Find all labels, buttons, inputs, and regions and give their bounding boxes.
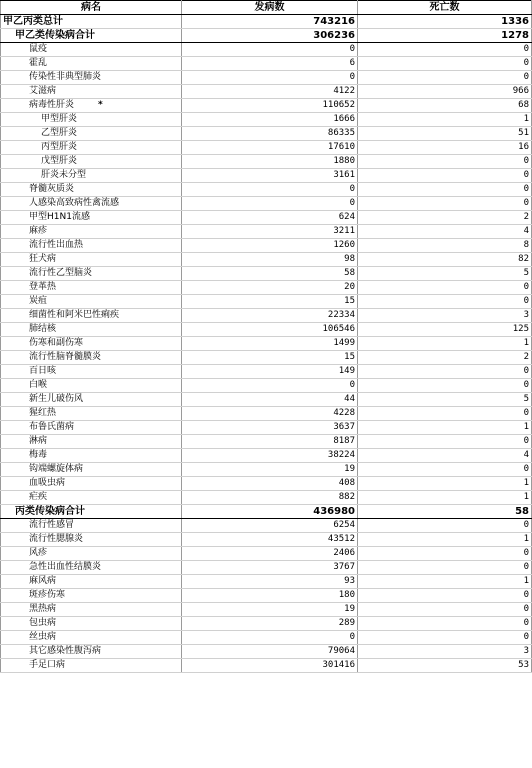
footnote-marker: *: [98, 100, 103, 110]
cases-cell: 743216: [182, 15, 358, 29]
disease-name-cell: [1, 603, 182, 617]
table-row: [1, 379, 532, 393]
deaths-cell: 0: [358, 631, 532, 645]
disease-name: 伤寒和副伤寒: [29, 338, 84, 348]
deaths-cell: 1: [358, 337, 532, 351]
disease-name-cell: [1, 589, 182, 603]
disease-name-cell: [1, 239, 182, 253]
deaths-cell: 1: [358, 113, 532, 127]
disease-name-cell: [1, 365, 182, 379]
table-row: [1, 323, 532, 337]
deaths-cell: 53: [358, 659, 532, 673]
disease-name-cell: [1, 547, 182, 561]
disease-name: 艾滋病: [29, 86, 57, 96]
table-row: [1, 547, 532, 561]
disease-name-cell: [1, 575, 182, 589]
disease-name-cell: [1, 491, 182, 505]
disease-name: 急性出血性结膜炎: [29, 562, 102, 572]
table-row: [1, 659, 532, 673]
disease-name-cell: [1, 519, 182, 533]
deaths-cell: 0: [358, 155, 532, 169]
disease-name-cell: [1, 449, 182, 463]
table-total-row: [1, 15, 532, 29]
cases-cell: 180: [182, 589, 358, 603]
cases-cell: 1666: [182, 113, 358, 127]
cases-cell: 4122: [182, 85, 358, 99]
deaths-cell: 0: [358, 183, 532, 197]
disease-name: 人感染高致病性禽流感: [29, 198, 120, 208]
disease-name-cell: [1, 211, 182, 225]
table-row: [1, 421, 532, 435]
disease-name: 猩红热: [29, 408, 57, 418]
deaths-cell: 16: [358, 141, 532, 155]
cases-cell: 3161: [182, 169, 358, 183]
disease-name: 钩端螺旋体病: [29, 464, 84, 474]
deaths-cell: 0: [358, 519, 532, 533]
cases-cell: 15: [182, 295, 358, 309]
disease-name: 甲型肝炎: [41, 114, 78, 124]
table-row: [1, 351, 532, 365]
cases-cell: 3211: [182, 225, 358, 239]
disease-name-cell: [1, 281, 182, 295]
cases-cell: 1499: [182, 337, 358, 351]
cases-cell: 38224: [182, 449, 358, 463]
disease-name: 麻风病: [29, 576, 57, 586]
cases-cell: 93: [182, 575, 358, 589]
deaths-cell: 58: [358, 505, 532, 519]
deaths-cell: 1: [358, 491, 532, 505]
table-row: [1, 519, 532, 533]
disease-name-cell: [1, 99, 182, 113]
disease-name-cell: [1, 127, 182, 141]
cases-cell: 3767: [182, 561, 358, 575]
deaths-cell: 0: [358, 197, 532, 211]
disease-name-cell: [1, 197, 182, 211]
disease-name-cell: [1, 463, 182, 477]
deaths-cell: 2: [358, 211, 532, 225]
disease-name: 手足口病: [29, 660, 66, 670]
disease-name: 流行性感冒: [29, 520, 75, 530]
header-row: [1, 1, 532, 15]
table-row: [1, 43, 532, 57]
table-row: [1, 365, 532, 379]
disease-name-cell: [1, 57, 182, 71]
deaths-cell: 0: [358, 169, 532, 183]
deaths-cell: 5: [358, 393, 532, 407]
cases-cell: 110652: [182, 99, 358, 113]
disease-name-cell: [1, 15, 182, 29]
disease-name: 流行性乙型脑炎: [29, 268, 93, 278]
deaths-cell: 0: [358, 603, 532, 617]
cases-cell: 17610: [182, 141, 358, 155]
table-total-row: [1, 29, 532, 43]
disease-name: 包虫病: [29, 618, 57, 628]
table-row: [1, 267, 532, 281]
disease-name: 甲乙类传染病合计: [15, 30, 95, 41]
disease-name: 细菌性和阿米巴性痢疾: [29, 310, 120, 320]
disease-name: 其它感染性腹泻病: [29, 646, 102, 656]
disease-name: 流行性出血热: [29, 240, 84, 250]
disease-name: 狂犬病: [29, 254, 57, 264]
cases-cell: 20: [182, 281, 358, 295]
disease-name: 白喉: [29, 380, 48, 390]
cases-cell: 2406: [182, 547, 358, 561]
deaths-cell: 0: [358, 589, 532, 603]
table-row: [1, 477, 532, 491]
cases-cell: 149: [182, 365, 358, 379]
cases-cell: 4228: [182, 407, 358, 421]
disease-name: 丝虫病: [29, 632, 57, 642]
cases-cell: 98: [182, 253, 358, 267]
deaths-cell: 2: [358, 351, 532, 365]
table-row: [1, 575, 532, 589]
deaths-cell: 3: [358, 645, 532, 659]
disease-name: 梅毒: [29, 450, 48, 460]
disease-name: 肝炎未分型: [41, 170, 87, 180]
disease-name-cell: [1, 631, 182, 645]
cases-cell: 8187: [182, 435, 358, 449]
deaths-cell: 1: [358, 477, 532, 491]
disease-name-cell: [1, 43, 182, 57]
table-total-row: [1, 505, 532, 519]
table-row: [1, 309, 532, 323]
table-row: [1, 197, 532, 211]
disease-name: 疟疾: [29, 492, 48, 502]
table-row: [1, 393, 532, 407]
disease-name: 登革热: [29, 282, 57, 292]
disease-name: 百日咳: [29, 366, 57, 376]
cases-cell: 79064: [182, 645, 358, 659]
cases-cell: 86335: [182, 127, 358, 141]
disease-name: 风疹: [29, 548, 48, 558]
deaths-cell: 82: [358, 253, 532, 267]
cases-cell: 624: [182, 211, 358, 225]
disease-name-cell: [1, 323, 182, 337]
disease-name-cell: [1, 295, 182, 309]
deaths-cell: 0: [358, 295, 532, 309]
deaths-cell: 0: [358, 407, 532, 421]
table-row: [1, 141, 532, 155]
table-row: [1, 631, 532, 645]
deaths-cell: 0: [358, 435, 532, 449]
table-body: [1, 15, 532, 673]
cases-cell: 19: [182, 463, 358, 477]
deaths-cell: 1278: [358, 29, 532, 43]
header-deaths: 死亡数: [358, 1, 532, 15]
disease-name-cell: [1, 505, 182, 519]
table-row: [1, 99, 532, 113]
deaths-cell: 0: [358, 379, 532, 393]
disease-name: 流行性脑脊髓膜炎: [29, 352, 102, 362]
table-row: [1, 589, 532, 603]
deaths-cell: 0: [358, 547, 532, 561]
deaths-cell: 4: [358, 225, 532, 239]
disease-name: 戊型肝炎: [41, 156, 78, 166]
disease-name-cell: [1, 71, 182, 85]
disease-name-cell: [1, 435, 182, 449]
disease-name-cell: [1, 533, 182, 547]
disease-name-cell: [1, 155, 182, 169]
disease-name-cell: [1, 645, 182, 659]
disease-name-cell: [1, 659, 182, 673]
table-row: [1, 225, 532, 239]
table-row: [1, 239, 532, 253]
cases-cell: 19: [182, 603, 358, 617]
cases-cell: 289: [182, 617, 358, 631]
disease-name-cell: [1, 421, 182, 435]
deaths-cell: 0: [358, 71, 532, 85]
disease-name: 肺结核: [29, 324, 57, 334]
table-row: [1, 57, 532, 71]
disease-name-cell: [1, 617, 182, 631]
disease-name-cell: [1, 393, 182, 407]
deaths-cell: 0: [358, 561, 532, 575]
table-row: [1, 645, 532, 659]
deaths-cell: 125: [358, 323, 532, 337]
deaths-cell: 5: [358, 267, 532, 281]
disease-name-cell: [1, 29, 182, 43]
deaths-cell: 966: [358, 85, 532, 99]
deaths-cell: 0: [358, 43, 532, 57]
cases-cell: 306236: [182, 29, 358, 43]
cases-cell: 6254: [182, 519, 358, 533]
disease-name-cell: [1, 407, 182, 421]
table-row: [1, 407, 532, 421]
table-row: [1, 463, 532, 477]
disease-name-cell: [1, 113, 182, 127]
disease-name: 丙型肝炎: [41, 142, 78, 152]
disease-name: 病毒性肝炎: [29, 100, 75, 110]
deaths-cell: 1: [358, 421, 532, 435]
cases-cell: 106546: [182, 323, 358, 337]
cases-cell: 1260: [182, 239, 358, 253]
deaths-cell: 0: [358, 463, 532, 477]
cases-cell: 0: [182, 183, 358, 197]
cases-cell: 43512: [182, 533, 358, 547]
disease-name: 传染性非典型肺炎: [29, 72, 102, 82]
deaths-cell: 3: [358, 309, 532, 323]
deaths-cell: 51: [358, 127, 532, 141]
disease-name-cell: [1, 169, 182, 183]
disease-name-cell: [1, 267, 182, 281]
deaths-cell: 1336: [358, 15, 532, 29]
disease-name: 丙类传染病合计: [15, 506, 85, 517]
table-row: [1, 491, 532, 505]
cases-cell: 44: [182, 393, 358, 407]
cases-cell: 1880: [182, 155, 358, 169]
table-row: [1, 561, 532, 575]
disease-name: 淋病: [29, 436, 48, 446]
deaths-cell: 8: [358, 239, 532, 253]
cases-cell: 0: [182, 43, 358, 57]
deaths-cell: 0: [358, 365, 532, 379]
deaths-cell: 1: [358, 533, 532, 547]
table-row: [1, 183, 532, 197]
table-row: [1, 449, 532, 463]
cases-cell: 0: [182, 631, 358, 645]
disease-name: 斑疹伤寒: [29, 590, 66, 600]
table-row: [1, 127, 532, 141]
deaths-cell: 1: [358, 575, 532, 589]
cases-cell: 882: [182, 491, 358, 505]
cases-cell: 22334: [182, 309, 358, 323]
table-row: [1, 85, 532, 99]
table-row: [1, 155, 532, 169]
disease-name-cell: [1, 85, 182, 99]
disease-name: 麻疹: [29, 226, 48, 236]
disease-name-cell: [1, 379, 182, 393]
deaths-cell: 0: [358, 57, 532, 71]
disease-name: 乙型肝炎: [41, 128, 78, 138]
header-disease-name: 病名: [1, 1, 182, 15]
disease-name: 鼠疫: [29, 44, 48, 54]
disease-name-cell: [1, 225, 182, 239]
disease-name: 炭疽: [29, 296, 48, 306]
header-cases: 发病数: [182, 1, 358, 15]
deaths-cell: 4: [358, 449, 532, 463]
table-row: [1, 113, 532, 127]
table-row: [1, 253, 532, 267]
cases-cell: 6: [182, 57, 358, 71]
disease-name: 甲型H1N1流感: [29, 212, 90, 222]
cases-cell: 0: [182, 197, 358, 211]
disease-name-cell: [1, 561, 182, 575]
disease-name-cell: [1, 477, 182, 491]
deaths-cell: 68: [358, 99, 532, 113]
cases-cell: 408: [182, 477, 358, 491]
deaths-cell: 0: [358, 617, 532, 631]
disease-name-cell: [1, 253, 182, 267]
disease-name-cell: [1, 309, 182, 323]
table-row: [1, 211, 532, 225]
cases-cell: 436980: [182, 505, 358, 519]
cases-cell: 301416: [182, 659, 358, 673]
cases-cell: 58: [182, 267, 358, 281]
table-row: [1, 617, 532, 631]
table-row: [1, 337, 532, 351]
disease-name-cell: [1, 351, 182, 365]
disease-name-cell: [1, 337, 182, 351]
disease-name-cell: [1, 183, 182, 197]
cases-cell: 0: [182, 71, 358, 85]
disease-name: 霍乱: [29, 58, 48, 68]
disease-name: 新生儿破伤风: [29, 394, 84, 404]
disease-name: 流行性腮腺炎: [29, 534, 84, 544]
cases-cell: 0: [182, 379, 358, 393]
table-row: [1, 603, 532, 617]
table-row: [1, 533, 532, 547]
table-row: [1, 295, 532, 309]
disease-name: 布鲁氏菌病: [29, 422, 75, 432]
table-row: [1, 169, 532, 183]
disease-name: 黑热病: [29, 604, 57, 614]
deaths-cell: 0: [358, 281, 532, 295]
cases-cell: 15: [182, 351, 358, 365]
disease-name: 脊髓灰质炎: [29, 184, 75, 194]
disease-name-cell: [1, 141, 182, 155]
table-row: [1, 435, 532, 449]
table-row: [1, 71, 532, 85]
cases-cell: 3637: [182, 421, 358, 435]
disease-name: 甲乙丙类总计: [3, 16, 63, 27]
table-row: [1, 281, 532, 295]
disease-name: 血吸虫病: [29, 478, 66, 488]
